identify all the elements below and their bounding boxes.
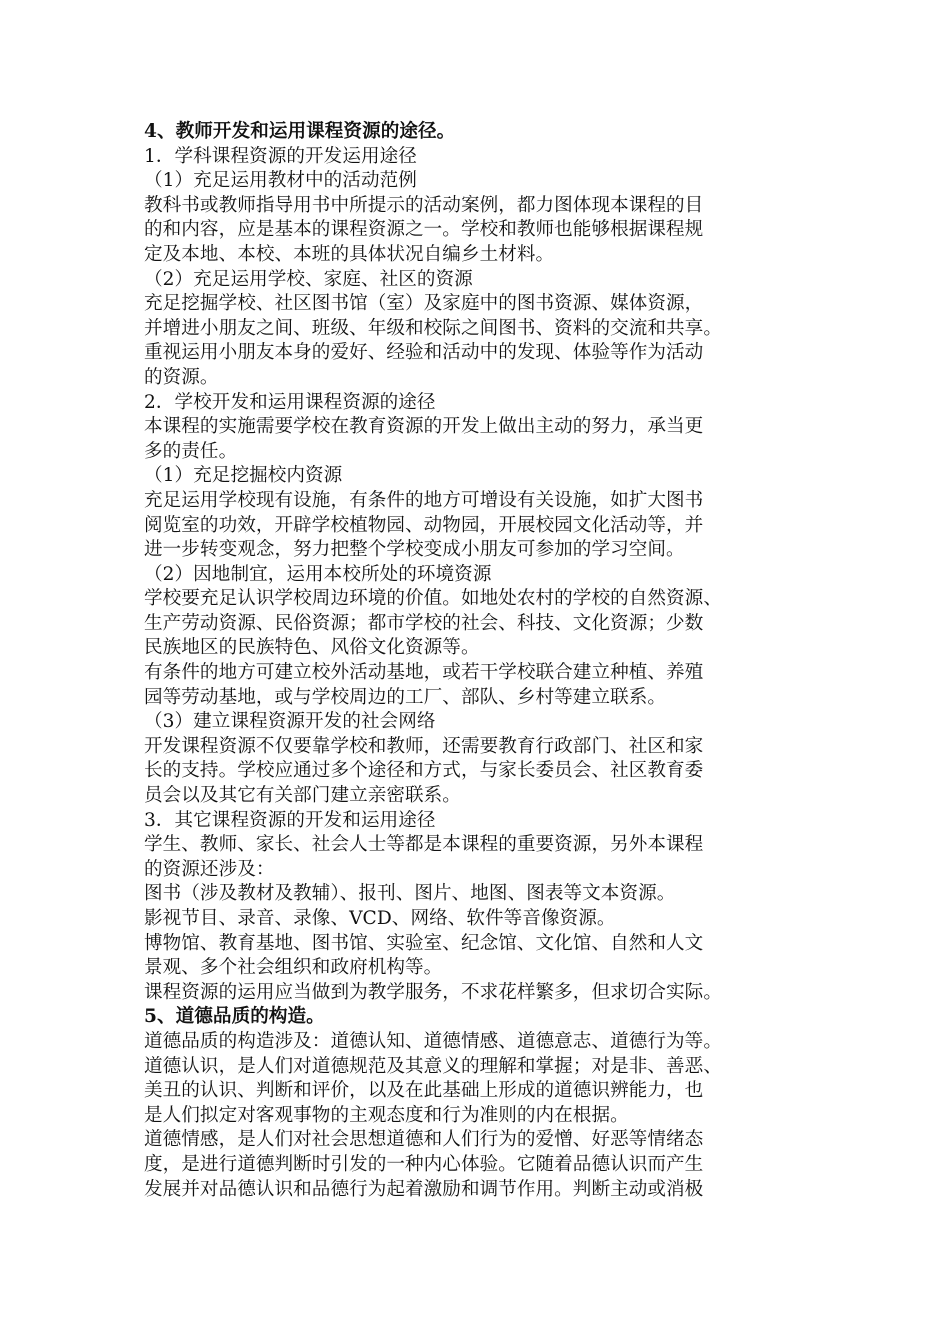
text-line: 2．学校开发和运用课程资源的途径 xyxy=(144,391,436,413)
text-line: 景观、多个社会组织和政府机构等。 xyxy=(144,957,443,979)
text-line: 园等劳动基地，或与学校周边的工厂、部队、乡村等建立联系。 xyxy=(144,686,667,708)
text-line: 进一步转变观念，努力把整个学校变成小朋友可参加的学习空间。 xyxy=(144,539,685,561)
text-line: 定及本地、本校、本班的具体状况自编乡土材料。 xyxy=(144,243,555,265)
text-line: 是人们拟定对客观事物的主观态度和行为准则的内在根据。 xyxy=(144,1104,629,1126)
text-line: 图书（涉及教材及教辅）、报刊、图片、地图、图表等文本资源。 xyxy=(144,883,676,905)
text-line: 本课程的实施需要学校在教育资源的开发上做出主动的努力，承当更 xyxy=(144,416,704,438)
text-line: 有条件的地方可建立校外活动基地，或若干学校联合建立种植、养殖 xyxy=(144,662,704,684)
text-line: （3）建立课程资源开发的社会网络 xyxy=(144,711,436,733)
text-line: 生产劳动资源、民俗资源；都市学校的社会、科技、文化资源；少数 xyxy=(144,612,704,634)
section-heading: 5、道德品质的构造。 xyxy=(144,1006,325,1028)
text-line: 美丑的认识、判断和评价，以及在此基础上形成的道德识辨能力，也 xyxy=(144,1080,704,1102)
text-line: （2）因地制宜，运用本校所处的环境资源 xyxy=(144,563,492,585)
text-line: 的和内容，应是基本的课程资源之一。学校和教师也能够根据课程规 xyxy=(144,219,704,241)
text-line: 影视节目、录音、录像、VCD、网络、软件等音像资源。 xyxy=(144,908,616,929)
text-line: 课程资源的运用应当做到为教学服务，不求花样繁多，但求切合实际。 xyxy=(144,981,722,1003)
text-line: 重视运用小朋友本身的爱好、经验和活动中的发现、体验等作为活动 xyxy=(144,342,704,364)
text-line: 民族地区的民族特色、风俗文化资源等。 xyxy=(144,637,480,659)
text-line: 学生、教师、家长、社会人士等都是本课程的重要资源，另外本课程 xyxy=(144,834,704,856)
text-line: 1．学科课程资源的开发运用途径 xyxy=(144,145,417,167)
text-line: 的资源。 xyxy=(144,366,219,388)
text-line: 学校要充足认识学校周边环境的价值。如地处农村的学校的自然资源、 xyxy=(144,588,722,610)
section-heading: 4、教师开发和运用课程资源的途径。 xyxy=(144,121,456,142)
text-line: 充足运用学校现有设施，有条件的地方可增设有关设施，如扩大图书 xyxy=(144,489,704,511)
text-line: 开发课程资源不仅要靠学校和教师，还需要教育行政部门、社区和家 xyxy=(144,735,704,757)
text-line: 员会以及其它有关部门建立亲密联系。 xyxy=(144,785,461,807)
text-line: 发展并对品德认识和品德行为起着激励和调节作用。判断主动或消极 xyxy=(144,1178,704,1200)
text-line: 博物馆、教育基地、图书馆、实验室、纪念馆、文化馆、自然和人文 xyxy=(144,932,704,954)
text-line: 阅览室的功效，开辟学校植物园、动物园，开展校园文化活动等，并 xyxy=(144,514,704,536)
text-line: （2）充足运用学校、家庭、社区的资源 xyxy=(144,268,473,290)
text-line: 道德品质的构造涉及：道德认知、道德情感、道德意志、道德行为等。 xyxy=(144,1030,722,1052)
text-line: （1）充足挖掘校内资源 xyxy=(144,465,343,487)
text-line: （1）充足运用教材中的活动范例 xyxy=(144,170,417,192)
text-line: 充足挖掘学校、社区图书馆（室）及家庭中的图书资源、媒体资源， xyxy=(144,293,704,315)
text-line: 教科书或教师指导用书中所提示的活动案例，都力图体现本课程的目 xyxy=(144,194,704,216)
text-line: 3．其它课程资源的开发和运用途径 xyxy=(144,809,436,831)
text-line: 道德认识，是人们对道德规范及其意义的理解和掌握；对是非、善恶、 xyxy=(144,1055,722,1077)
text-line: 并增进小朋友之间、班级、年级和校际之间图书、资料的交流和共享。 xyxy=(144,317,722,339)
text-line: 度，是进行道德判断时引发的一种内心体验。它随着品德认识而产生 xyxy=(144,1153,704,1175)
text-line: 多的责任。 xyxy=(144,440,238,462)
text-line: 长的支持。学校应通过多个途径和方式，与家长委员会、社区教育委 xyxy=(144,760,704,782)
text-line: 的资源还涉及： xyxy=(144,858,275,880)
document-body xyxy=(144,120,809,1202)
text-line: 道德情感，是人们对社会思想道德和人们行为的爱憎、好恶等情绪态 xyxy=(144,1129,704,1151)
